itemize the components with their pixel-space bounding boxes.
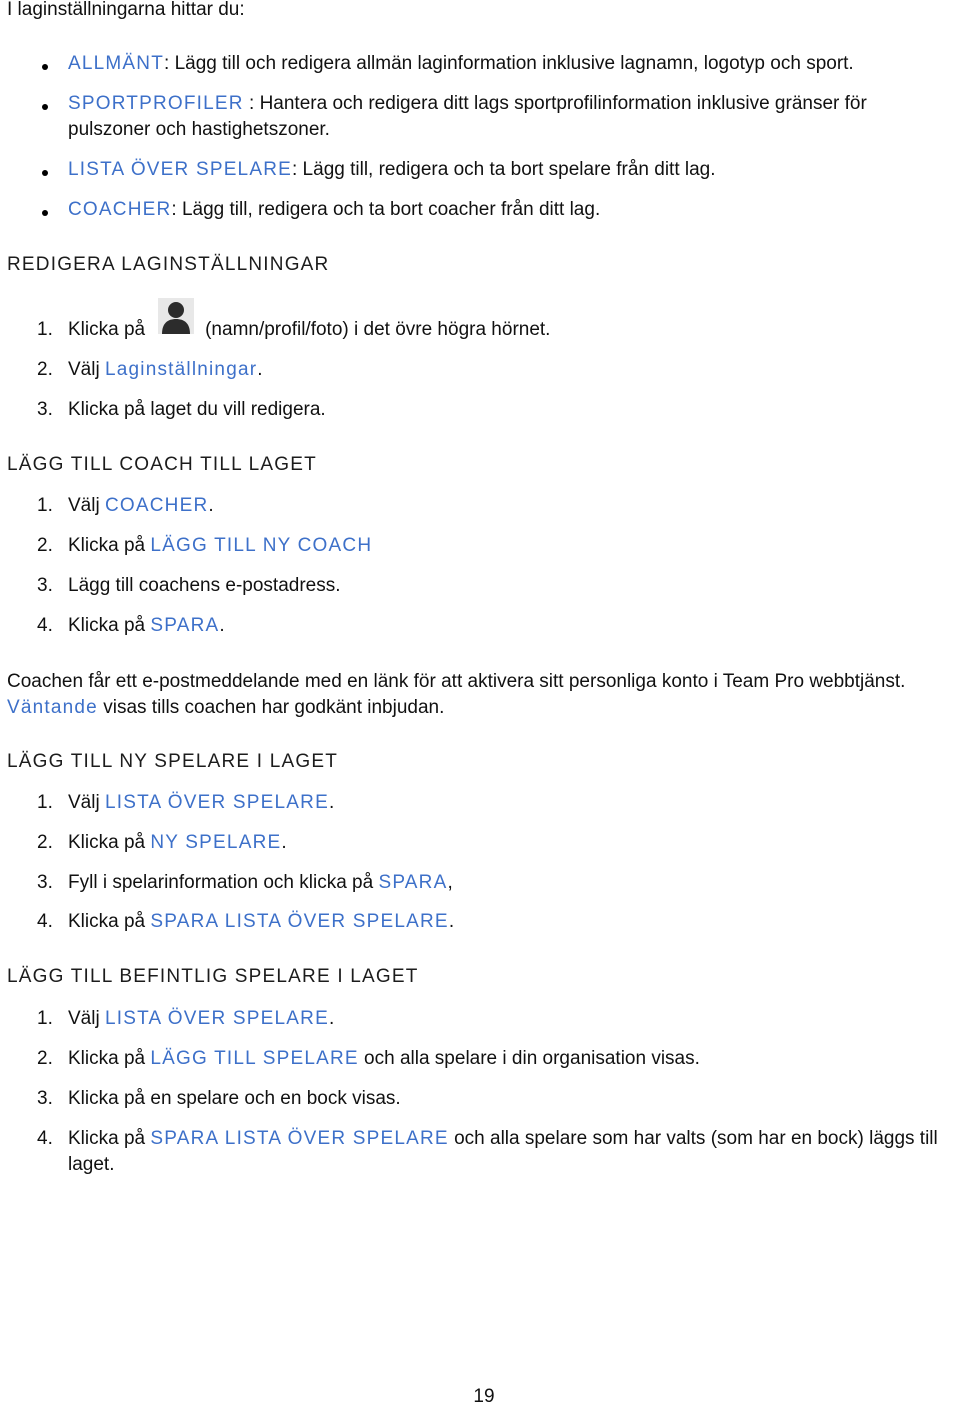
step-item	[37, 613, 225, 639]
step-number: 3.	[37, 399, 53, 420]
step-text: .	[328, 792, 335, 813]
step-number: 1.	[37, 319, 53, 340]
step-number: 2.	[37, 832, 53, 853]
step-term: SPARA LISTA ÖVER SPELARE	[150, 1128, 449, 1149]
step-item	[37, 790, 335, 816]
step-text: Klicka på laget du vill redigera.	[68, 399, 326, 420]
step-number: 3.	[37, 872, 53, 893]
step-item	[37, 573, 341, 599]
step-text: Lägg till coachens e-postadress.	[68, 575, 341, 596]
step-term: Laginställningar	[104, 359, 258, 380]
feature-term: LISTA ÖVER SPELARE	[68, 159, 292, 180]
step-text: Klicka på	[68, 832, 151, 853]
step-text: .	[219, 615, 225, 636]
user-avatar-icon	[158, 317, 194, 343]
step-item	[37, 830, 287, 856]
step-number: 2.	[37, 1048, 53, 1069]
step-number: 2.	[37, 359, 53, 380]
coach-note-line	[7, 695, 444, 721]
bullet-dot	[42, 64, 48, 70]
step-text: Välj	[68, 495, 105, 516]
step-number: 3.	[37, 575, 53, 596]
step-text: Klicka på	[68, 1048, 151, 1069]
step-number: 4.	[37, 911, 53, 932]
bullet-dot	[42, 210, 48, 216]
feature-term: SPORTPROFILER	[68, 93, 244, 114]
user-avatar-graphic	[158, 298, 194, 334]
step-term: NY SPELARE	[150, 832, 282, 853]
step-term: SPARA	[378, 872, 448, 893]
step-item	[37, 317, 551, 343]
feature-item-coaches	[68, 197, 600, 223]
step-text: ,	[447, 872, 453, 893]
step-number: 4.	[37, 615, 53, 636]
section-heading-edit-settings: REDIGERA LAGINSTÄLLNINGAR	[7, 254, 330, 275]
step-number: 1.	[37, 495, 53, 516]
feature-term: ALLMÄNT	[68, 53, 165, 74]
avatar-head	[168, 302, 184, 318]
step-item	[37, 493, 214, 519]
step-text: och alla spelare i din organisation visas.	[358, 1048, 700, 1069]
step-term: LÄGG TILL SPELARE	[150, 1048, 359, 1069]
step-text: .	[281, 832, 287, 853]
feature-description-continued: pulszoner och hastighetszoner.	[68, 119, 330, 140]
feature-item-player-list	[68, 157, 716, 183]
pending-status-term: Väntande	[7, 697, 98, 718]
step-text: Klicka på	[68, 319, 146, 340]
step-text: Välj	[68, 792, 105, 813]
step-item	[37, 909, 455, 935]
section-heading-add-new-player: LÄGG TILL NY SPELARE I LAGET	[7, 751, 339, 772]
feature-term: COACHER	[68, 199, 172, 220]
step-term: LISTA ÖVER SPELARE	[104, 792, 329, 813]
coach-note-line: Coachen får ett e-postmeddelande med en länk för att aktivera sitt personliga konto i Team Pro webbtjänst.	[7, 671, 906, 692]
section-heading-add-coach: LÄGG TILL COACH TILL LAGET	[7, 454, 317, 475]
step-text: Klicka på	[68, 535, 151, 556]
step-term: COACHER	[104, 495, 209, 516]
step-text: .	[328, 1008, 335, 1029]
step-item	[37, 533, 373, 559]
feature-description: : Lägg till, redigera och ta bort spelare från ditt lag.	[292, 159, 716, 180]
step-text: och alla spelare som har valts (som har en bock) läggs till	[448, 1128, 938, 1149]
step-text: Fyll i spelarinformation och klicka på	[68, 872, 379, 893]
bullet-dot	[42, 170, 48, 176]
step-item	[37, 357, 263, 383]
step-text-continued: laget.	[68, 1154, 115, 1175]
step-item	[37, 1006, 335, 1032]
step-text: Klicka på	[68, 911, 151, 932]
feature-description: : Hantera och redigera ditt lags sportprofilinformation inklusive gränser för	[243, 93, 867, 114]
step-text: Klicka på	[68, 615, 151, 636]
feature-description: : Lägg till, redigera och ta bort coacher från ditt lag.	[171, 199, 601, 220]
step-item	[37, 870, 453, 896]
section-heading-add-existing-player: LÄGG TILL BEFINTLIG SPELARE I LAGET	[7, 966, 419, 987]
step-item	[37, 1086, 401, 1112]
step-text: Välj	[68, 1008, 105, 1029]
step-text: .	[448, 911, 455, 932]
step-text: Klicka på	[68, 1128, 151, 1149]
step-number: 2.	[37, 535, 53, 556]
step-number: 3.	[37, 1088, 53, 1109]
page-number: 19	[473, 1386, 495, 1407]
feature-item-sport-profiles	[68, 91, 867, 117]
step-number: 4.	[37, 1128, 53, 1149]
step-term: LÄGG TILL NY COACH	[150, 535, 373, 556]
step-term: LISTA ÖVER SPELARE	[104, 1008, 329, 1029]
step-item	[37, 1046, 700, 1072]
step-text: Välj	[68, 359, 105, 380]
feature-item-general	[68, 51, 854, 77]
intro-text: I laginställningarna hittar du:	[7, 0, 245, 20]
bullet-dot	[42, 104, 48, 110]
step-text: (namn/profil/foto) i det övre högra hörnet.	[205, 319, 551, 340]
step-term: SPARA	[150, 615, 220, 636]
step-number: 1.	[37, 792, 53, 813]
step-text: .	[257, 359, 263, 380]
step-number: 1.	[37, 1008, 53, 1029]
feature-description: : Lägg till och redigera allmän laginformation inklusive lagnamn, logotyp och sport.	[164, 53, 854, 74]
step-term: SPARA LISTA ÖVER SPELARE	[150, 911, 449, 932]
coach-note-text: visas tills coachen har godkänt inbjudan.	[97, 697, 445, 718]
step-item	[37, 1126, 938, 1152]
step-text: Klicka på en spelare och en bock visas.	[68, 1088, 401, 1109]
step-item	[37, 397, 326, 423]
step-text: .	[208, 495, 214, 516]
